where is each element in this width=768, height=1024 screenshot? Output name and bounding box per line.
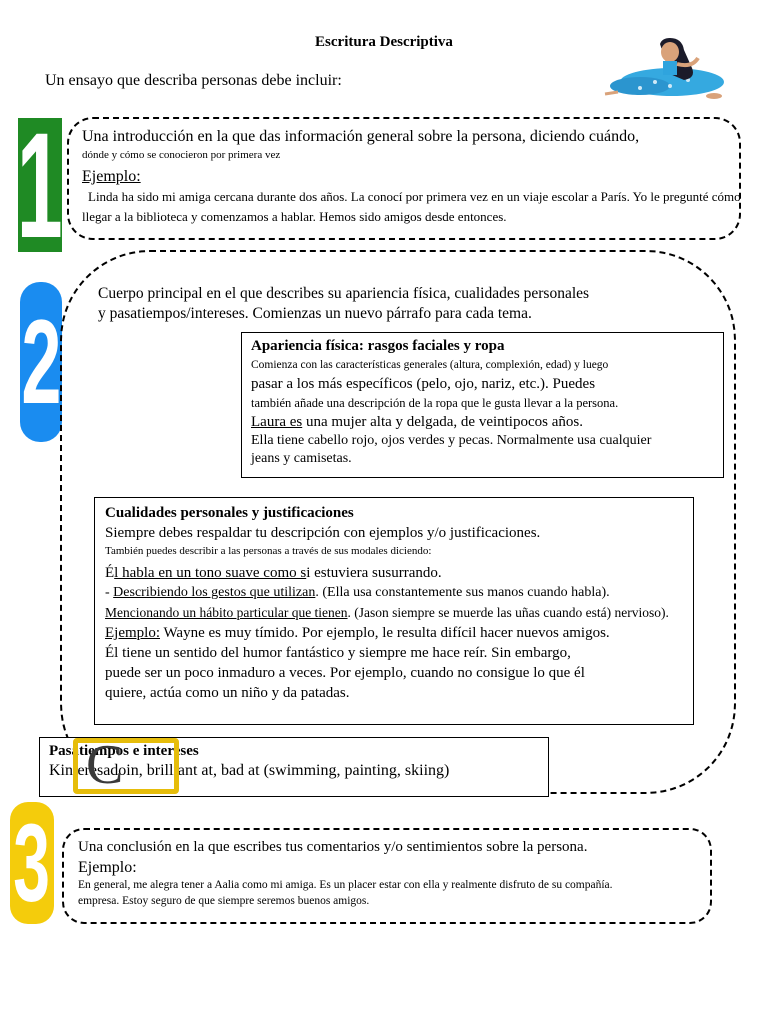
c-logo-letter: C [86,734,124,796]
qualities-example-label: Ejemplo: [105,625,160,641]
page-title: Escritura Descriptiva [315,34,453,50]
section-3-example-line-2: empresa. Estoy seguro de que siempre seremos buenos amigos. [78,895,370,907]
section-number-2: 2 [20,282,62,442]
appearance-example-line-3: jeans y camisetas. [251,451,352,466]
appearance-heading: Apariencia física: rasgos faciales y ropa [251,338,505,354]
qualities-item-2-post: . (Ella usa constantemente sus manos cuando habla). [315,585,610,600]
appearance-box [241,332,724,478]
qualities-item-3-post: . (Jason siempre se muerde las uñas cuando está) nervioso). [347,605,669,620]
section-3-lead: Una conclusión en la que escribes tus comentarios y/o sentimientos sobre la persona. [78,839,588,855]
section-number-1: 1 [17,101,63,269]
section-1-example-text: Linda ha sido mi amiga cercana durante dos años. La conocí por primera vez en un viaje escolar a París. Yo le pregunté cómo llegar a la biblioteca y comenzamos a hablar. Hemos sido amigos desde entonces. [82,189,741,224]
section-1-subtext: dónde y cómo se conocieron por primera vez [82,149,281,161]
appearance-line-1: Comienza con las características generales (altura, complexión, edad) y luego [251,359,609,371]
hobbies-text: Kinteresadoin, brilliant at, bad at (swimming, painting, skiing) [49,762,450,779]
section-1-example-label: Ejemplo: [82,168,141,185]
section-number-3: 3 [10,802,54,924]
section-2-lead-line-1: Cuerpo principal en el que describes su apariencia física, cualidades personales [98,285,590,302]
qualities-line-1: Siempre debes respaldar tu descripción con ejemplos y/o justificaciones. [105,525,541,541]
section-2-lead [98,284,718,324]
qualities-example-line-3: puede ser un poco inmaduro a veces. Por ejemplo, cuando no consigue lo que él [105,665,585,681]
section-3-example-line-1: En general, me alegra tener a Aalia como mi amiga. Es un placer estar con ella y realmente disfruto de su compañía. [78,879,613,891]
appearance-line-3: también añade una descripción de la ropa que le gusta llevar a la persona. [251,396,619,410]
qualities-item-1-pre: É [105,565,115,581]
qualities-example-line-2: Él tiene un sentido del humor fantástico y siempre me hace reír. Sin embargo, [105,645,571,661]
appearance-example-line-2: Ella tiene cabello rojo, ojos verdes y pecas. Normalmente usa cualquier [251,433,652,448]
qualities-box [94,497,694,725]
section-1-lead: Una introducción en la que das información general sobre la persona, diciendo cuándo, [82,128,640,145]
qualities-item-3-underlined: Mencionando un hábito particular que tienen [105,605,348,620]
qualities-item-2-pre: - [105,585,114,600]
c-logo-icon [73,734,179,796]
intro-text: Un ensayo que describa personas debe incluir: [45,72,342,89]
section-3-example-label: Ejemplo: [78,859,137,876]
jasmine-illustration [600,34,730,104]
qualities-example [105,623,765,643]
appearance-example [251,412,739,432]
appearance-line-2: pasar a los más específicos (pelo, ojo, nariz, etc.). Puedes [251,376,596,392]
qualities-item-3 [105,603,753,623]
qualities-item-1 [105,563,765,583]
hobbies-heading: Pasatiempos e intereses [49,743,199,759]
qualities-item-1-post: i estuviera susurrando. [306,565,442,581]
appearance-example-subject: Laura es [251,414,303,430]
qualities-heading: Cualidades personales y justificaciones [105,505,354,521]
appearance-example-rest: una mujer alta y delgada, de veintipocos años. [302,414,583,430]
qualities-item-2 [105,583,765,603]
qualities-item-1-underlined: l habla en un tono suave como s [114,565,307,581]
section-2-lead-line-2: y pasatiempos/intereses. Comienzas un nuevo párrafo para cada tema. [98,305,532,322]
qualities-line-2: También puedes describir a las personas a través de sus modales diciendo: [105,545,432,557]
qualities-item-2-underlined: Describiendo los gestos que utilizan [113,585,316,600]
qualities-example-line-4: quiere, actúa como un niño y da patadas. [105,685,350,701]
section-3-example-text [78,877,758,909]
qualities-example-line-1: Wayne es muy tímido. Por ejemplo, le resulta difícil hacer nuevos amigos. [160,625,610,641]
